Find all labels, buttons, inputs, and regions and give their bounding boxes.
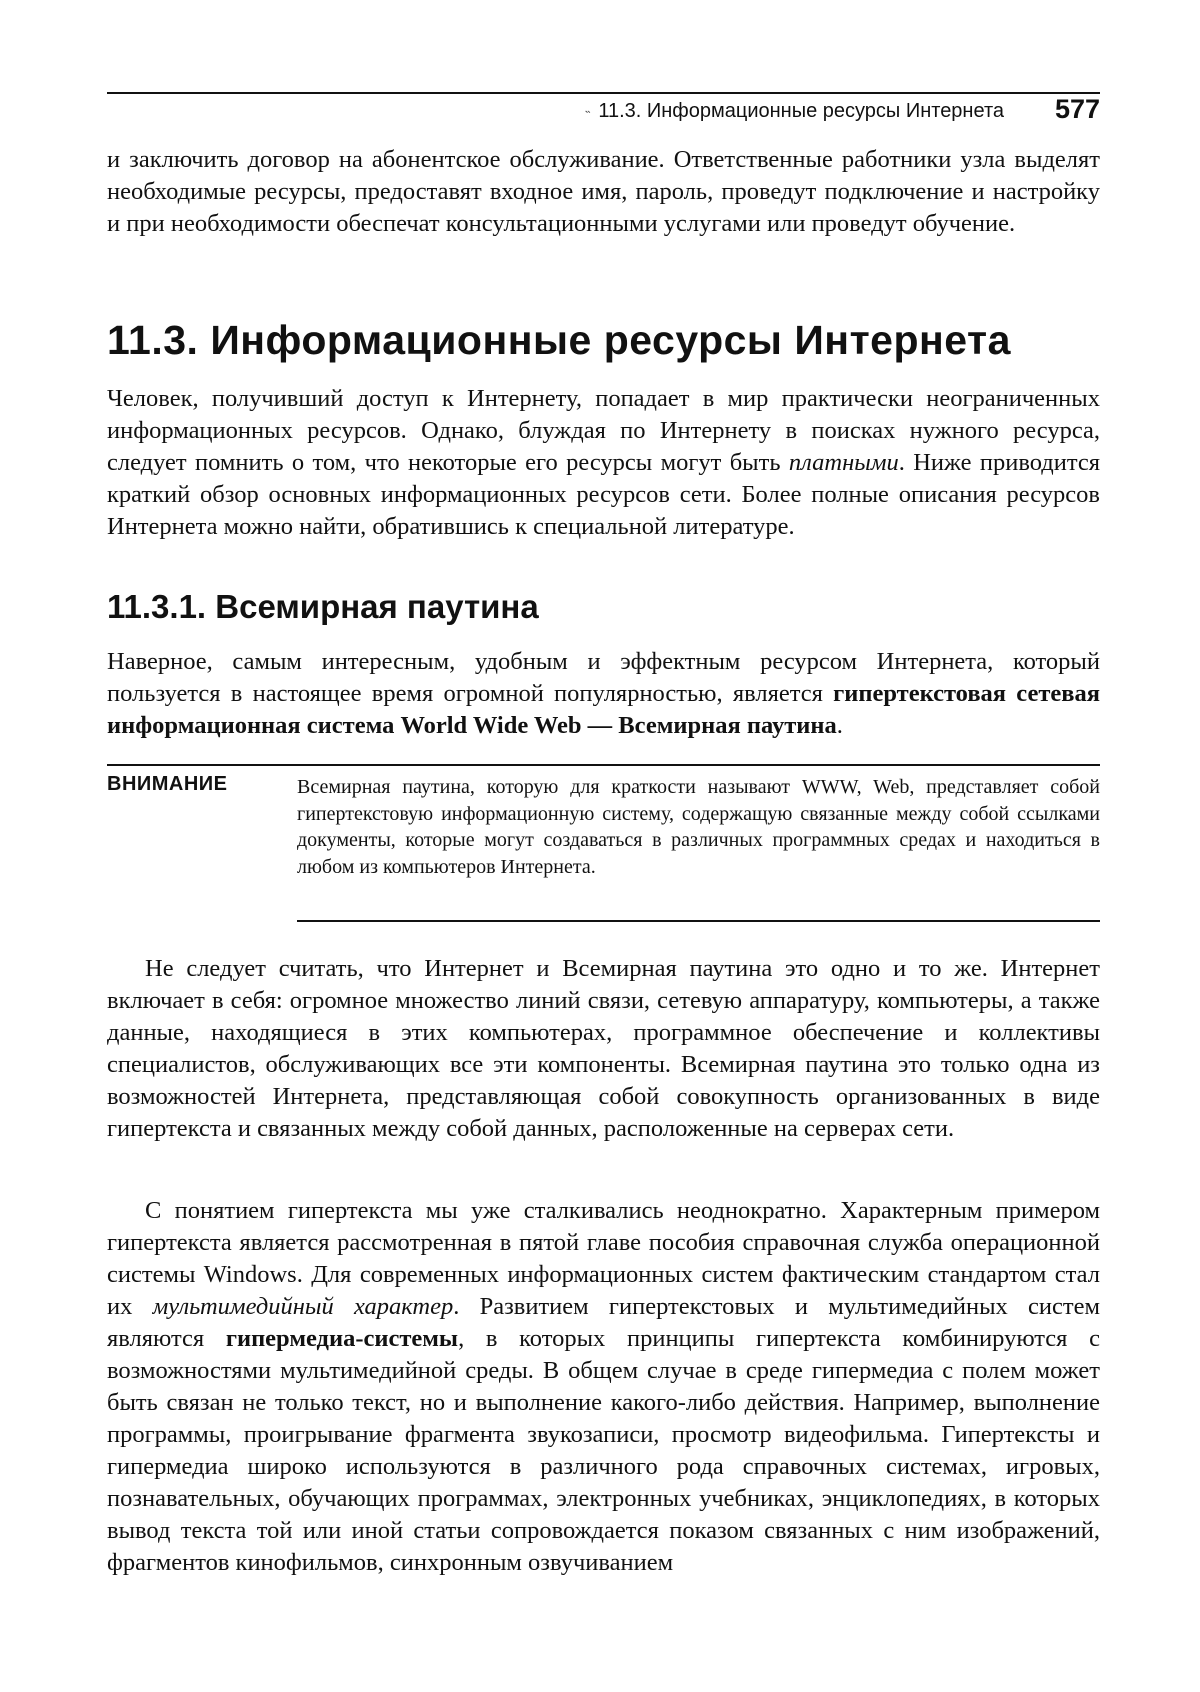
subsection-heading: 11.3.1. Всемирная паутина bbox=[107, 588, 539, 625]
note-label: ВНИМАНИЕ bbox=[107, 773, 228, 795]
subsection-heading-block bbox=[107, 587, 1100, 627]
section-paragraph-text-1: Человек, получивший доступ к Интернету, попадает в мир практически неограниченных информационных ресурсов. Однако, блуждая по Интернету в поисках нужного ресурса, следует помнить о том, что некоторые его ресурсы могут быть bbox=[107, 385, 1100, 476]
section-heading-block bbox=[107, 316, 1100, 364]
paragraph-4-text-1: С понятием гипертекста мы уже сталкивались неоднократно. Характерным примером гипертекста является рассмотренная в пятой главе пособия справочная служба операционной системы Windows. Для современных информационных систем фактическим стандартом стал их bbox=[107, 1197, 1100, 1320]
section-paragraph-text-2: . Ниже приводится краткий обзор основных информационных ресурсов сети. Более полные описания ресурсов Интернета можно найти, обратившись к специальной литературе. bbox=[107, 449, 1100, 540]
note-top-rule bbox=[107, 764, 1100, 766]
intro-paragraph: и заключить договор на абонентское обслуживание. Ответственные работники узла выделят необходимые ресурсы, предоставят входное имя, пароль, проведут подключение и настройку и при необходимости обеспечат консультационными услугами или проведут обучение. bbox=[107, 146, 1100, 237]
paragraph-4-text-2: . Развитием гипертекстовых и мультимедийных систем являются bbox=[107, 1293, 1100, 1352]
section-paragraph-block bbox=[107, 383, 1100, 543]
section-heading: 11.3. Информационные ресурсы Интернета bbox=[107, 317, 1011, 363]
paragraph-3-block bbox=[107, 953, 1100, 1145]
section-paragraph-italic: платными bbox=[788, 449, 899, 476]
paragraph-4 bbox=[107, 1195, 1100, 1579]
subsection-paragraph-text-2: . bbox=[836, 712, 843, 739]
subsection-paragraph-text-1: Наверное, самым интересным, удобным и эффектным ресурсом Интернета, который пользуется в настоящее время огромной популярностью, является bbox=[107, 648, 1100, 707]
paragraph-3: Не следует считать, что Интернет и Всемирная паутина это одно и то же. Интернет включает в себя: огромное множество линий связи, сетевую аппаратуру, компьютеры, а также данные, находящиеся в этих компьютерах, программное обеспечение и коллективы специалистов, обслуживающих все эти компоненты. Всемирная паутина это только одна из возможностей Интернета, представляющая собой совокупность организованных в виде гипертекста и связанных между собой данных, расположенные на серверах сети. bbox=[107, 955, 1100, 1142]
paragraph-4-bold: гипермедиа-системы bbox=[225, 1325, 459, 1352]
note-bottom-rule bbox=[297, 920, 1100, 922]
paragraph-4-block bbox=[107, 1195, 1100, 1579]
page-number: 577 bbox=[1054, 94, 1100, 124]
section-paragraph bbox=[107, 383, 1100, 543]
intro-paragraph-block bbox=[107, 144, 1100, 240]
paragraph-4-text-3: , в которых принципы гипертекста комбинируются с возможностями мультимедийной среды. В общем случае в среде гипермедиа с полем может быть связан не только текст, но и выполнение какого-либо действия. Например, выполнение программы, проигрывание фрагмента звукозаписи, просмотр видеофильма. Гипертексты и гипермедиа широко используются в различного рода справочных системах, игровых, познавательных, обучающих программах, электронных учебниках, энциклопедиях, в которых вывод текста той или иной статьи сопровождается показом связанных с ним изображений, фрагментов кинофильмов, синхронным озвучиванием bbox=[107, 1325, 1101, 1576]
running-head bbox=[107, 92, 1100, 134]
subsection-paragraph-bold: гипертекстовая сетевая информационная система World Wide Web — Всемирная паутина bbox=[107, 680, 1100, 739]
scan-mark: ˵ bbox=[585, 103, 590, 119]
running-head-title: 11.3. Информационные ресурсы Интернета bbox=[598, 100, 1004, 122]
subsection-paragraph-block bbox=[107, 646, 1100, 742]
note-text: Всемирная паутина, которую для краткости называют WWW, Web, представляет собой гипертекстовую информационную систему, содержащую связанные между собой ссылками документы, которые могут создаваться в различных программных средах и находиться в любом из компьютеров Интернета. bbox=[297, 776, 1100, 878]
subsection-paragraph bbox=[107, 646, 1100, 742]
paragraph-4-italic: мультимедийный характер bbox=[152, 1293, 454, 1320]
